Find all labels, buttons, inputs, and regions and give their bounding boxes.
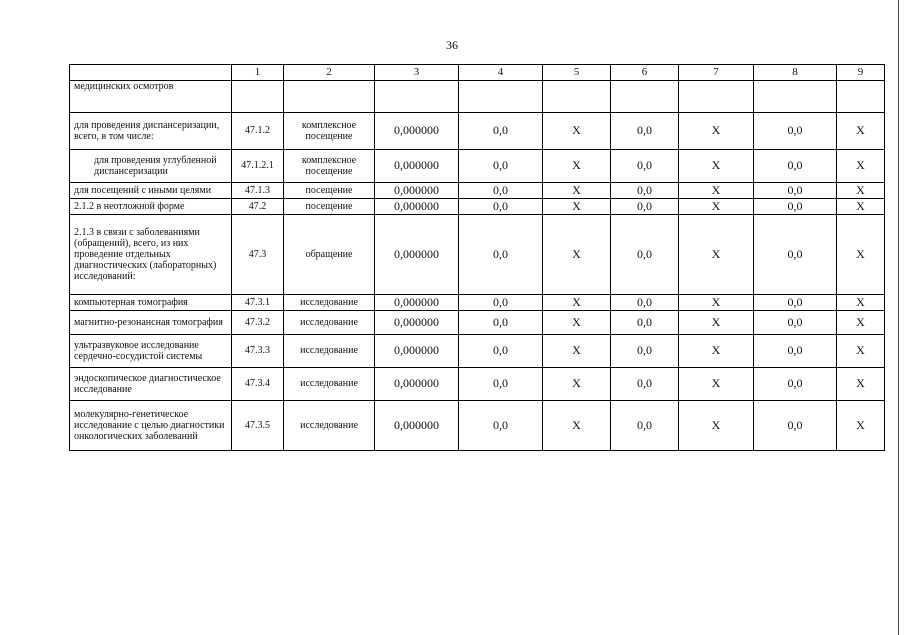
row-code: 47.3.4 xyxy=(232,368,284,401)
cell-col5: X xyxy=(543,368,611,401)
cell-col8: 0,0 xyxy=(754,113,837,150)
cell-col9 xyxy=(837,81,885,113)
cell-col5: X xyxy=(543,113,611,150)
cell-col5: X xyxy=(543,150,611,183)
cell-col7: X xyxy=(679,368,754,401)
row-unit: комплексное посещение xyxy=(284,113,375,150)
header-cell: 8 xyxy=(754,65,837,81)
row-code: 47.3 xyxy=(232,215,284,295)
cell-col9: X xyxy=(837,215,885,295)
row-unit: исследование xyxy=(284,311,375,335)
cell-col7: X xyxy=(679,150,754,183)
cell-col6: 0,0 xyxy=(611,311,679,335)
row-code: 47.3.5 xyxy=(232,401,284,451)
row-label: компьютерная томография xyxy=(70,295,232,311)
header-cell: 5 xyxy=(543,65,611,81)
header-cell: 7 xyxy=(679,65,754,81)
cell-col6 xyxy=(611,81,679,113)
cell-col9: X xyxy=(837,199,885,215)
row-code: 47.3.3 xyxy=(232,335,284,368)
cell-col8: 0,0 xyxy=(754,150,837,183)
cell-col6: 0,0 xyxy=(611,183,679,199)
cell-col4: 0,0 xyxy=(459,295,543,311)
table-row xyxy=(70,311,885,335)
cell-col6: 0,0 xyxy=(611,215,679,295)
cell-col3 xyxy=(375,81,459,113)
row-label: для проведения углубленной диспансеризации xyxy=(70,150,232,183)
cell-col4: 0,0 xyxy=(459,311,543,335)
cell-col5: X xyxy=(543,401,611,451)
row-code: 47.3.2 xyxy=(232,311,284,335)
cell-col9: X xyxy=(837,113,885,150)
cell-col5 xyxy=(543,81,611,113)
row-unit: комплексное посещение xyxy=(284,150,375,183)
table-row xyxy=(70,401,885,451)
table-row xyxy=(70,183,885,199)
cell-col8: 0,0 xyxy=(754,199,837,215)
table-row xyxy=(70,150,885,183)
cell-col9: X xyxy=(837,401,885,451)
row-label: для проведения диспансеризации, всего, в том числе: xyxy=(70,113,232,150)
cell-col3: 0,000000 xyxy=(375,183,459,199)
row-label: молекулярно-генетическое исследование с целью диагностики онкологических заболеваний xyxy=(70,401,232,451)
cell-col6: 0,0 xyxy=(611,150,679,183)
cell-col3: 0,000000 xyxy=(375,150,459,183)
table-row xyxy=(70,368,885,401)
cell-col6: 0,0 xyxy=(611,295,679,311)
cell-col9: X xyxy=(837,150,885,183)
cell-col6: 0,0 xyxy=(611,368,679,401)
cell-col3: 0,000000 xyxy=(375,199,459,215)
cell-col4: 0,0 xyxy=(459,150,543,183)
cell-col7 xyxy=(679,81,754,113)
cell-col9: X xyxy=(837,368,885,401)
header-cell: 4 xyxy=(459,65,543,81)
row-unit: посещение xyxy=(284,199,375,215)
header-row xyxy=(70,65,885,81)
cell-col5: X xyxy=(543,183,611,199)
row-label: 2.1.3 в связи с заболеваниями (обращений), всего, из них проведение отдельных диагностических (лабораторных) исследований: xyxy=(70,215,232,295)
row-unit: посещение xyxy=(284,183,375,199)
cell-col4: 0,0 xyxy=(459,215,543,295)
row-unit: исследование xyxy=(284,295,375,311)
cell-col9: X xyxy=(837,295,885,311)
cell-col4: 0,0 xyxy=(459,113,543,150)
row-unit: исследование xyxy=(284,335,375,368)
table-row xyxy=(70,81,885,113)
cell-col7: X xyxy=(679,295,754,311)
row-label: ультразвуковое исследование сердечно-сосудистой системы xyxy=(70,335,232,368)
cell-col4 xyxy=(459,81,543,113)
row-unit: обращение xyxy=(284,215,375,295)
cell-col3: 0,000000 xyxy=(375,295,459,311)
row-code xyxy=(232,81,284,113)
row-label: медицинских осмотров xyxy=(70,81,232,113)
cell-col7: X xyxy=(679,199,754,215)
cell-col3: 0,000000 xyxy=(375,368,459,401)
page-number: 36 xyxy=(446,38,458,52)
cell-col4: 0,0 xyxy=(459,401,543,451)
row-unit: исследование xyxy=(284,368,375,401)
cell-col4: 0,0 xyxy=(459,368,543,401)
header-cell: 2 xyxy=(284,65,375,81)
cell-col5: X xyxy=(543,311,611,335)
cell-col8: 0,0 xyxy=(754,183,837,199)
cell-col7: X xyxy=(679,401,754,451)
row-unit: исследование xyxy=(284,401,375,451)
table-row xyxy=(70,215,885,295)
cell-col7: X xyxy=(679,215,754,295)
cell-col8: 0,0 xyxy=(754,215,837,295)
cell-col8: 0,0 xyxy=(754,368,837,401)
scan-edge-line xyxy=(898,0,899,635)
cell-col9: X xyxy=(837,311,885,335)
cell-col7: X xyxy=(679,335,754,368)
header-cell: 9 xyxy=(837,65,885,81)
cell-col4: 0,0 xyxy=(459,183,543,199)
table-row xyxy=(70,335,885,368)
cell-col5: X xyxy=(543,295,611,311)
cell-col3: 0,000000 xyxy=(375,335,459,368)
cell-col5: X xyxy=(543,215,611,295)
cell-col8: 0,0 xyxy=(754,295,837,311)
row-label: эндоскопическое диагностическое исследование xyxy=(70,368,232,401)
data-table xyxy=(69,64,885,451)
row-label: для посещений с иными целями xyxy=(70,183,232,199)
row-label: магнитно-резонансная томография xyxy=(70,311,232,335)
cell-col8 xyxy=(754,81,837,113)
header-cell: 3 xyxy=(375,65,459,81)
cell-col3: 0,000000 xyxy=(375,113,459,150)
cell-col7: X xyxy=(679,311,754,335)
cell-col4: 0,0 xyxy=(459,335,543,368)
cell-col8: 0,0 xyxy=(754,401,837,451)
row-code: 47.1.2.1 xyxy=(232,150,284,183)
cell-col8: 0,0 xyxy=(754,311,837,335)
cell-col7: X xyxy=(679,113,754,150)
header-cell xyxy=(70,65,232,81)
cell-col3: 0,000000 xyxy=(375,215,459,295)
row-code: 47.2 xyxy=(232,199,284,215)
cell-col5: X xyxy=(543,335,611,368)
cell-col6: 0,0 xyxy=(611,113,679,150)
row-label: 2.1.2 в неотложной форме xyxy=(70,199,232,215)
cell-col6: 0,0 xyxy=(611,401,679,451)
cell-col6: 0,0 xyxy=(611,335,679,368)
row-unit xyxy=(284,81,375,113)
cell-col9: X xyxy=(837,335,885,368)
row-code: 47.1.2 xyxy=(232,113,284,150)
cell-col4: 0,0 xyxy=(459,199,543,215)
cell-col7: X xyxy=(679,183,754,199)
cell-col8: 0,0 xyxy=(754,335,837,368)
table-row xyxy=(70,113,885,150)
cell-col3: 0,000000 xyxy=(375,401,459,451)
table-row xyxy=(70,199,885,215)
row-code: 47.3.1 xyxy=(232,295,284,311)
header-cell: 6 xyxy=(611,65,679,81)
cell-col3: 0,000000 xyxy=(375,311,459,335)
row-code: 47.1.3 xyxy=(232,183,284,199)
table-row xyxy=(70,295,885,311)
cell-col9: X xyxy=(837,183,885,199)
cell-col5: X xyxy=(543,199,611,215)
cell-col6: 0,0 xyxy=(611,199,679,215)
header-cell: 1 xyxy=(232,65,284,81)
